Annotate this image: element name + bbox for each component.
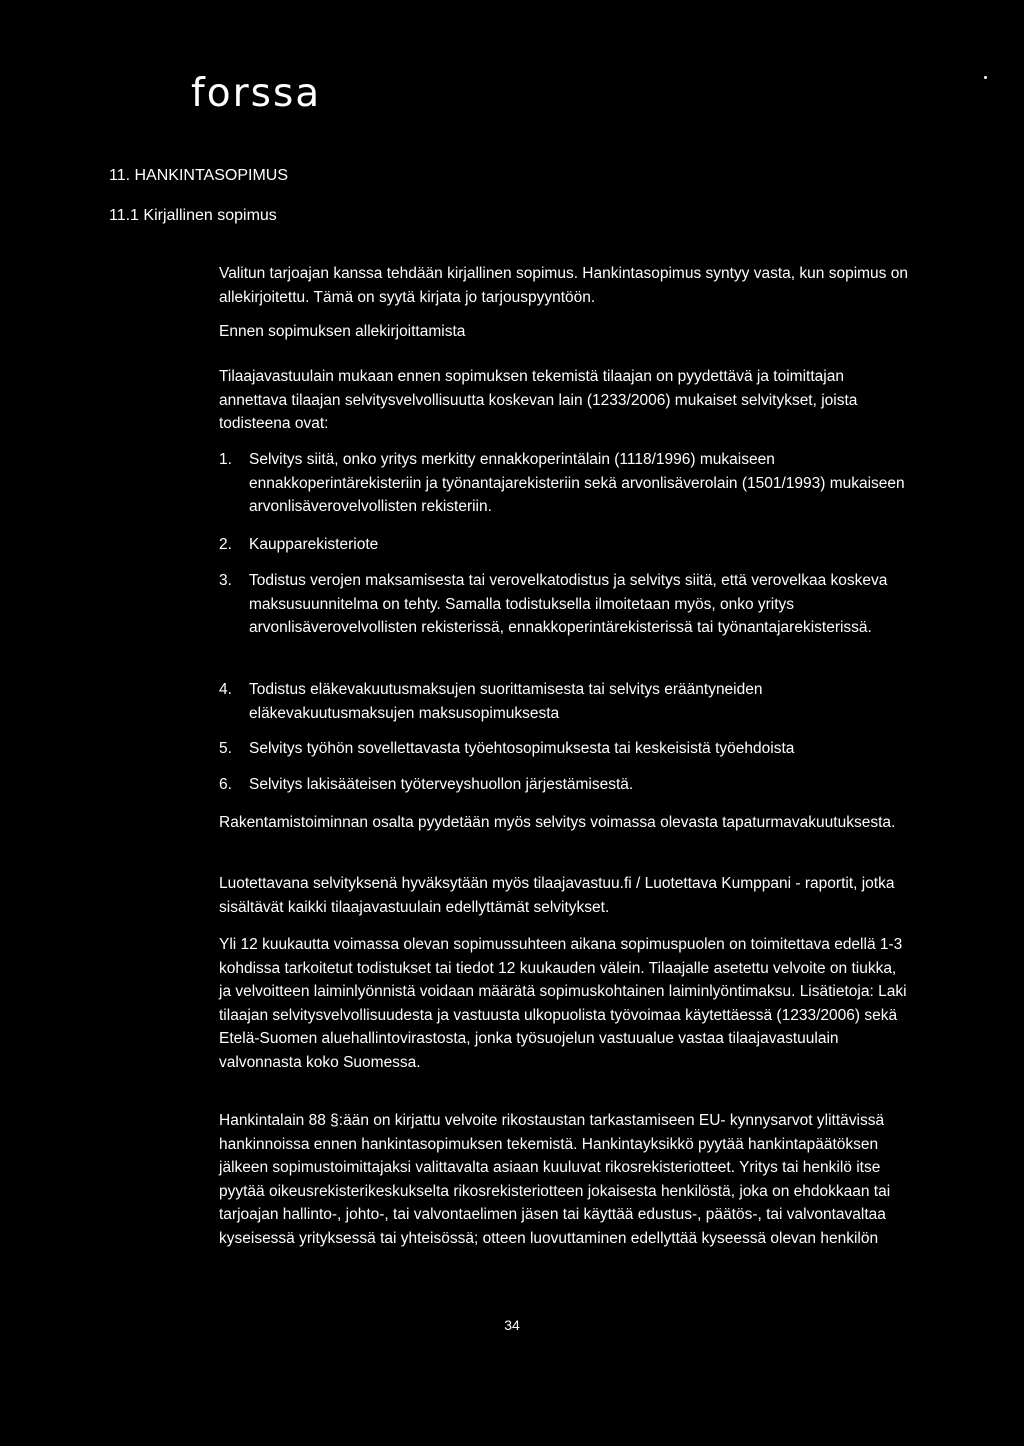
list-item-number: 6.	[219, 776, 232, 793]
construction-paragraph	[219, 811, 909, 835]
reliable-partner-text: Luotettavana selvityksenä hyväksytään myös tilaajavastuu.fi / Luotettava Kumppani - raportit, jotka sisältävät kaikki tilaajavastuulain edellyttämät selvitykset.	[219, 875, 895, 916]
reliable-partner-paragraph	[219, 872, 909, 919]
list-item	[219, 533, 909, 557]
criminal-records-paragraph	[219, 1109, 909, 1251]
logo: forssa	[191, 71, 322, 116]
list-item-text: Selvitys siitä, onko yritys merkitty ennakkoperintälain (1118/1996) mukaiseen ennakkoperintärekisteriin ja työnantajarekisteriin sekä arvonlisäverolain (1501/1993) mukaiseen arvonlisäverovelvollisten rekisteriin.	[249, 451, 905, 516]
list-item-text: Selvitys lakisääteisen työterveyshuollon järjestämisestä.	[249, 776, 634, 793]
list-item	[219, 737, 909, 761]
section-title: 11. HANKINTASOPIMUS	[109, 167, 288, 184]
before-signing-heading	[219, 320, 909, 344]
page-number: 34	[504, 1317, 520, 1333]
list-item-number: 5.	[219, 740, 232, 757]
list-item-text: Selvitys työhön sovellettavasta työehtosopimuksesta tai keskeisistä työehdoista	[249, 740, 795, 757]
list-item-number: 4.	[219, 681, 232, 698]
list-item-number: 2.	[219, 536, 232, 553]
list-item-number: 3.	[219, 572, 232, 589]
list-item-text: Todistus verojen maksamisesta tai verovelkatodistus ja selvitys siitä, että verovelkaa koskeva maksusuunnitelma on tehty. Samalla todistuksella ilmoitetaan myös, onko yritys arvonlisäverovelvollisten rekisterissä, ennakkoperintärekisterissä tai työnantajarekisterissä.	[249, 572, 888, 637]
list-item-number: 1.	[219, 451, 232, 468]
list-item	[219, 678, 909, 725]
twelve-months-text: Yli 12 kuukautta voimassa olevan sopimussuhteen aikana sopimuspuolen on toimitettava edellä 1-3 kohdissa tarkoitetut todistukset tai tiedot 12 kuukauden välein. Tilaajalle asetettu velvoite on tiukka, ja velvoitteen laiminlyönnistä voidaan määrätä sopimuskohtainen laiminlyöntimaksu. Lisätietoja: Laki tilaajan selvitysvelvollisuudesta ja vastuusta ulkopuolista työvoimaa käytettäessä (1233/2006) sekä Etelä-Suomen aluehallintovirastosta, jonka työsuojelun vastuualue vastaa tilaajavastuulain valvonnasta koko Suomessa.	[219, 936, 907, 1071]
twelve-months-paragraph	[219, 933, 909, 1075]
before-signing-text: Ennen sopimuksen allekirjoittamista	[219, 323, 466, 340]
section-subtitle: 11.1 Kirjallinen sopimus	[109, 207, 277, 224]
list-item	[219, 448, 909, 519]
intro-paragraph	[219, 262, 909, 309]
contractor-liability-paragraph	[219, 365, 909, 436]
list-item	[219, 773, 909, 797]
list-item-text: Kaupparekisteriote	[249, 536, 379, 553]
list-item	[219, 569, 909, 640]
corner-dot	[984, 76, 987, 79]
intro-text: Valitun tarjoajan kanssa tehdään kirjallinen sopimus. Hankintasopimus syntyy vasta, kun sopimus on allekirjoitettu. Tämä on syytä kirjata jo tarjouspyyntöön.	[219, 265, 908, 306]
construction-text: Rakentamistoiminnan osalta pyydetään myös selvitys voimassa olevasta tapaturmavakuutuksesta.	[219, 814, 896, 831]
criminal-records-text: Hankintalain 88 §:ään on kirjattu velvoite rikostaustan tarkastamiseen EU- kynnysarvot ylittävissä hankinnoissa ennen hankintasopimuksen tekemistä. Hankintayksikkö pyytää hankintapäätöksen jälkeen sopimustoimittajaksi valittavalta asiaan kuuluvat rikosrekisteriotteet. Yritys tai henkilö itse pyytää oikeusrekisterikeskukselta rikosrekisteriotteen jokaisesta henkilöstä, joka on ehdokkaan tai tarjoajan hallinto-, johto-, tai valvontaelimen jäsen tai käyttää edustus-, päätös-, tai valvontavaltaa kyseisessä yrityksessä tai yhteisössä; otteen luovuttaminen edellyttää kyseessä olevan henkilön	[219, 1112, 891, 1247]
contractor-liability-text: Tilaajavastuulain mukaan ennen sopimuksen tekemistä tilaajan on pyydettävä ja toimittajan annettava tilaajan selvitysvelvollisuutta koskevan lain (1233/2006) mukaiset selvitykset, joista todisteena ovat:	[219, 368, 858, 433]
list-item-text: Todistus eläkevakuutusmaksujen suorittamisesta tai selvitys erääntyneiden eläkevakuutusmaksujen maksusopimuksesta	[249, 681, 763, 722]
